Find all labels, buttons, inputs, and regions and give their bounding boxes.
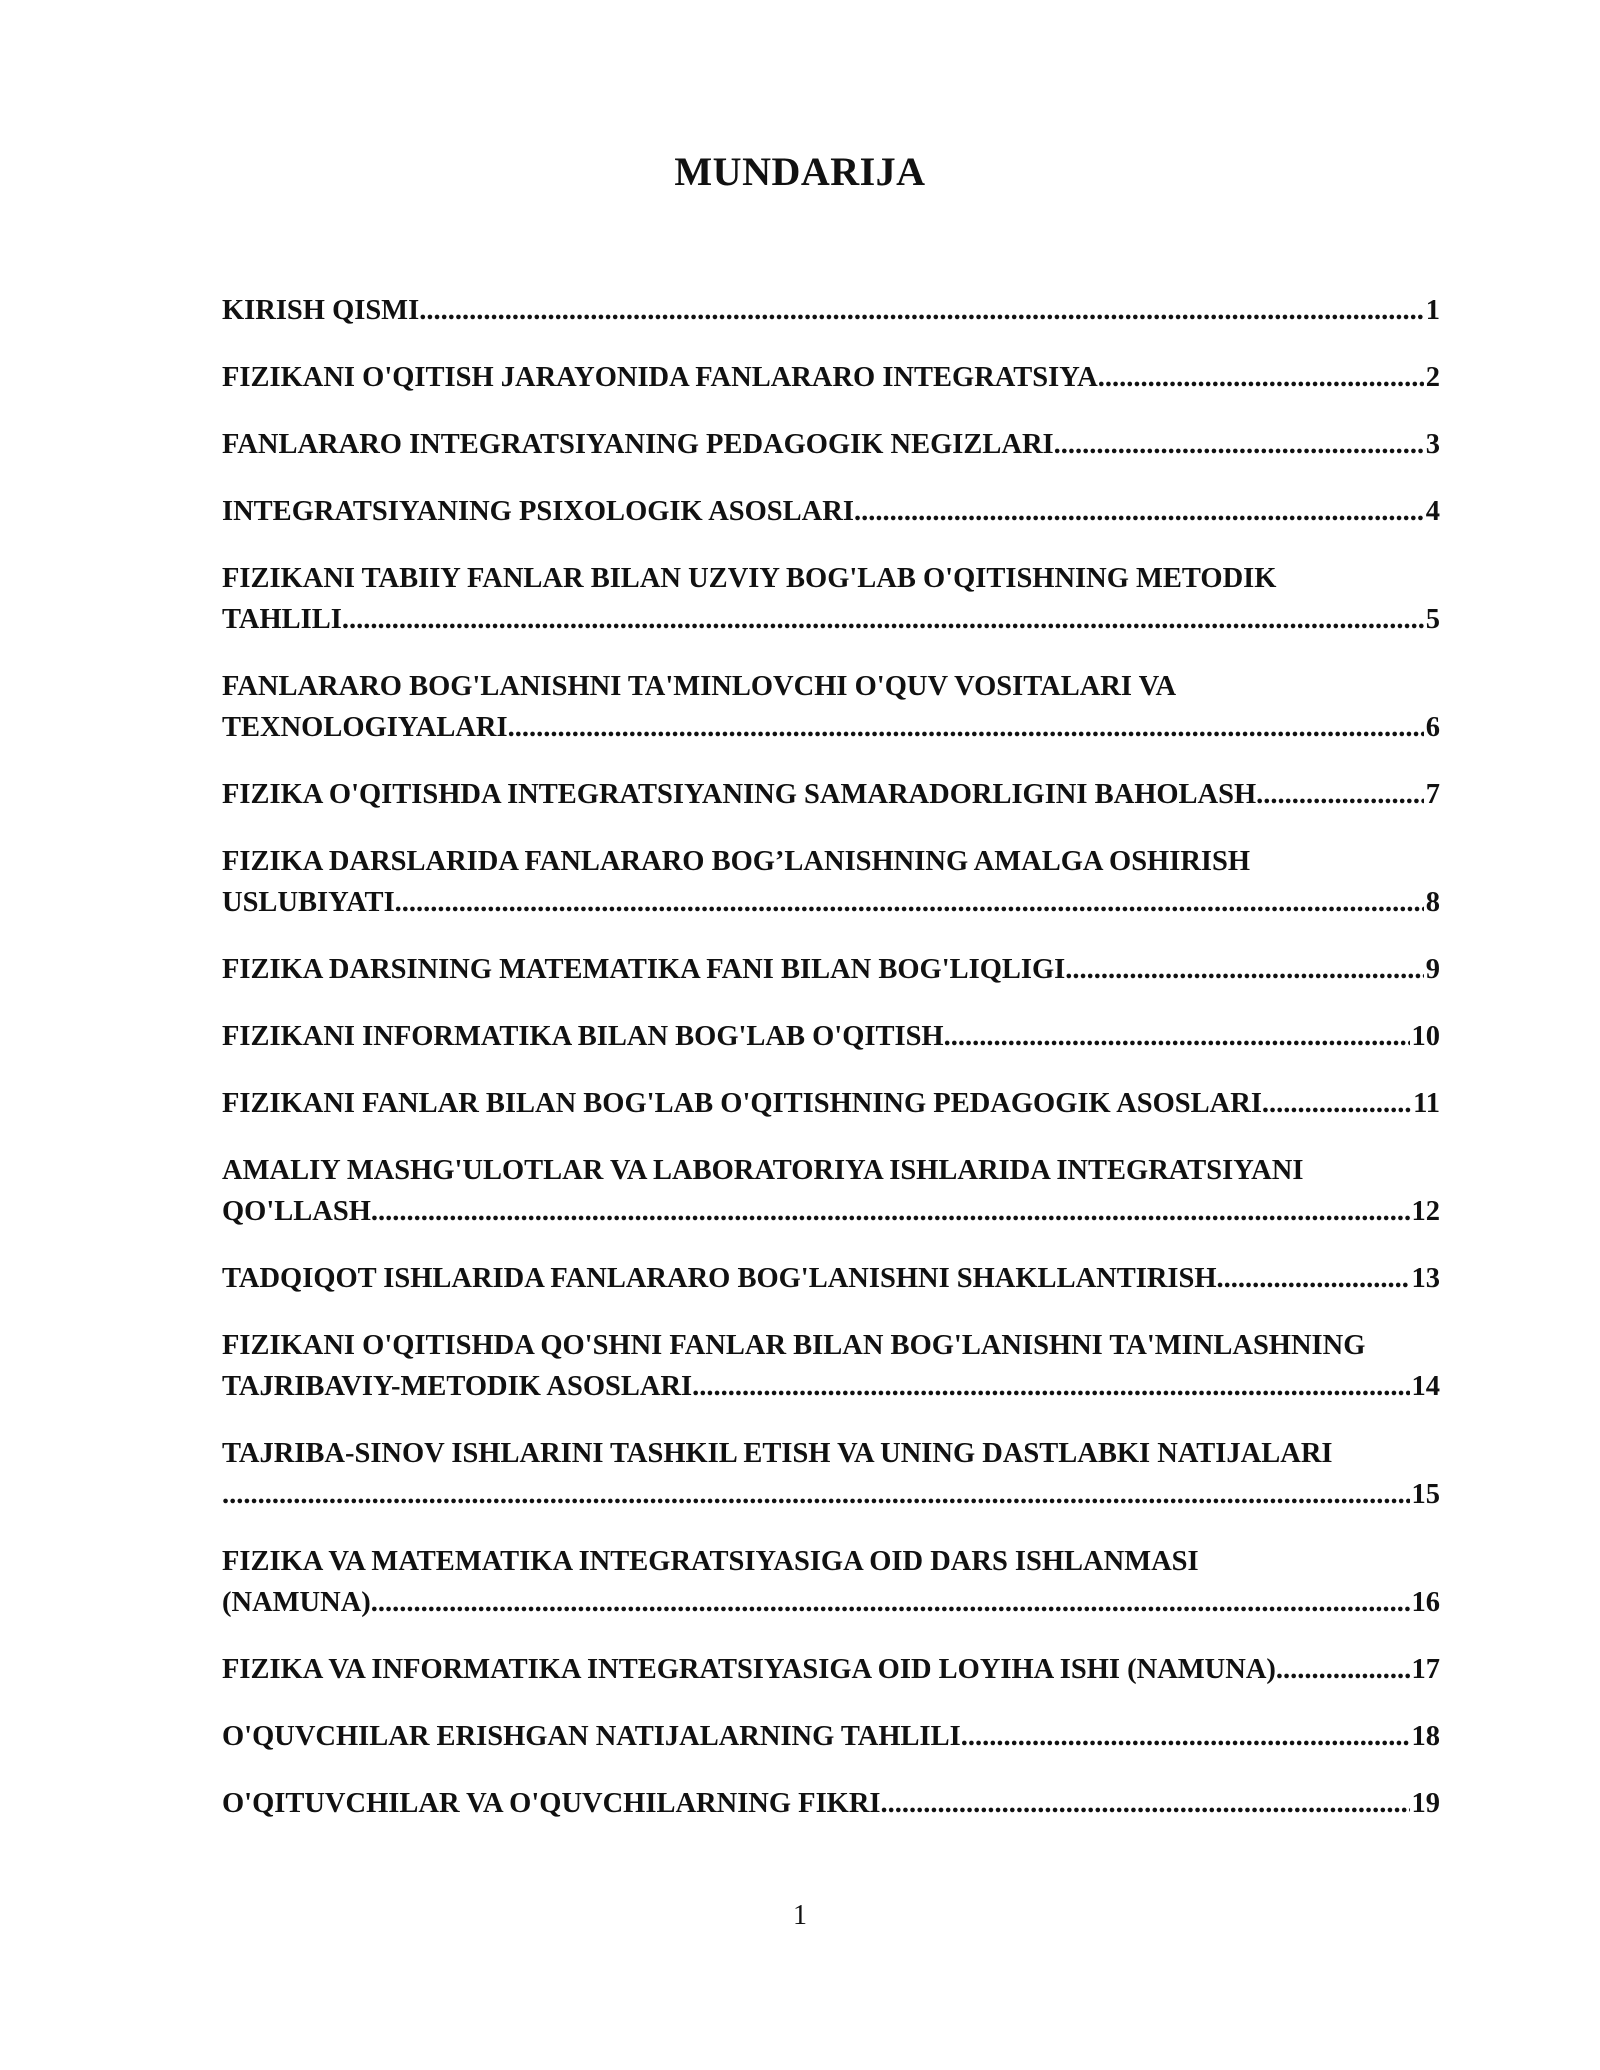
toc-entry-row (222, 1474, 1440, 1515)
toc-entry-row (222, 1582, 1440, 1623)
toc-entry[interactable] (222, 774, 1440, 815)
dot-leader (222, 1474, 1410, 1515)
toc-entry[interactable] (222, 949, 1440, 990)
toc-entry-row (222, 424, 1440, 465)
toc-entry[interactable] (222, 841, 1440, 923)
toc-entry-title: KIRISH QISMI (222, 295, 420, 326)
toc-entry-title: O'QUVCHILAR ERISHGAN NATIJALARNING TAHLILI (222, 1721, 961, 1752)
toc-entry[interactable] (222, 424, 1440, 465)
toc-entry-page: 15 (1411, 1479, 1440, 1510)
toc-entry-title: FIZIKA DARSINING MATEMATIKA FANI BILAN BOG'LIQLIGI (222, 954, 1066, 985)
toc-entry-title: INTEGRATSIYANING PSIXOLOGIK ASOSLARI (222, 496, 854, 527)
toc-entry-page: 16 (1411, 1587, 1440, 1618)
toc-entry-page: 4 (1425, 496, 1440, 527)
toc-entry[interactable] (222, 491, 1440, 532)
toc-entry-title: QO'LLASH (222, 1196, 371, 1227)
toc-entry[interactable] (222, 1649, 1440, 1690)
toc-entry-row (222, 774, 1440, 815)
dot-leader (961, 1716, 1410, 1757)
page-title: MUNDARIJA (674, 149, 926, 194)
toc-entry[interactable] (222, 357, 1440, 398)
toc-entry-title: FIZIKANI O'QITISH JARAYONIDA FANLARARO INTEGRATSIYA (222, 362, 1098, 393)
toc-entry-page: 2 (1425, 362, 1440, 393)
dot-leader (1256, 774, 1424, 815)
toc-entry-title: FIZIKA O'QITISHDA INTEGRATSIYANING SAMARADORLIGINI BAHOLASH (222, 779, 1257, 810)
toc-entry-title: O'QITUVCHILAR VA O'QUVCHILARNING FIKRI (222, 1788, 881, 1819)
toc-entry-page: 14 (1411, 1371, 1440, 1402)
toc-entry-title-line1: TAJRIBA-SINOV ISHLARINI TASHKIL ETISH VA UNING DASTLABKI NATIJALARI (222, 1438, 1333, 1469)
toc-entry-row (222, 1083, 1440, 1124)
toc-entry-title: (NAMUNA) (222, 1587, 371, 1618)
dot-leader (1262, 1083, 1411, 1124)
dot-leader (1054, 424, 1424, 465)
toc-entry-row (222, 1191, 1440, 1232)
toc-entry-title: FANLARARO INTEGRATSIYANING PEDAGOGIK NEGIZLARI (222, 429, 1054, 460)
toc-entry-row (222, 949, 1440, 990)
toc-entry[interactable] (222, 1541, 1440, 1623)
toc-entry-row (222, 1783, 1440, 1824)
toc-entry-title: USLUBIYATI (222, 887, 395, 918)
toc-entry-page: 6 (1425, 712, 1440, 743)
dot-leader (692, 1366, 1409, 1407)
toc-entry-title: TEXNOLOGIYALARI (222, 712, 508, 743)
toc-entry-title-line1: AMALIY MASHG'ULOTLAR VA LABORATORIYA ISHLARIDA INTEGRATSIYANI (222, 1155, 1304, 1186)
toc-entry-row (222, 357, 1440, 398)
toc-entry[interactable] (222, 1083, 1440, 1124)
toc-entry-title: TAHLILI (222, 604, 342, 635)
toc-entry-page: 10 (1411, 1021, 1440, 1052)
dot-leader (1217, 1258, 1410, 1299)
dot-leader (1098, 357, 1424, 398)
dot-leader (342, 599, 1424, 640)
toc-entry-page: 9 (1425, 954, 1440, 985)
toc-entry-row (222, 491, 1440, 532)
toc-entry-row (222, 290, 1440, 331)
toc-entry-title-line1: FIZIKANI O'QITISHDA QO'SHNI FANLAR BILAN BOG'LANISHNI TA'MINLASHNING (222, 1330, 1366, 1361)
toc-entry-title: FIZIKANI FANLAR BILAN BOG'LAB O'QITISHNING PEDAGOGIK ASOSLARI (222, 1088, 1262, 1119)
toc-entry-title-line1: FIZIKA DARSLARIDA FANLARARO BOG’LANISHNING AMALGA OSHIRISH (222, 846, 1251, 877)
toc-entry-page: 17 (1411, 1654, 1440, 1685)
toc-entry-title-line1: FIZIKANI TABIIY FANLAR BILAN UZVIY BOG'LAB O'QITISHNING METODIK (222, 563, 1277, 594)
toc-entry-row (222, 1649, 1440, 1690)
toc-entry[interactable] (222, 1433, 1440, 1515)
toc-entry[interactable] (222, 1325, 1440, 1407)
toc-entry-title: FIZIKA VA INFORMATIKA INTEGRATSIYASIGA OID LOYIHA ISHI (NAMUNA). (222, 1654, 1284, 1685)
toc-entry-row (222, 882, 1440, 923)
toc-entry-page: 18 (1411, 1721, 1440, 1752)
toc-entry[interactable] (222, 290, 1440, 331)
dot-leader (419, 290, 1424, 331)
toc-entry-title-line1: FANLARARO BOG'LANISHNI TA'MINLOVCHI O'QUV VOSITALARI VA (222, 671, 1177, 702)
toc-entry-row (222, 1716, 1440, 1757)
toc-entry-page: 1 (1425, 295, 1440, 326)
toc-entry-page: 3 (1425, 429, 1440, 460)
toc-entry-row (222, 1366, 1440, 1407)
toc-entry-page: 19 (1411, 1788, 1440, 1819)
toc-entry[interactable] (222, 1783, 1440, 1824)
toc-entry[interactable] (222, 558, 1440, 640)
toc-entry[interactable] (222, 1150, 1440, 1232)
dot-leader (395, 882, 1424, 923)
dot-leader (854, 491, 1424, 532)
dot-leader (1065, 949, 1423, 990)
toc-entry-page: 11 (1413, 1088, 1440, 1119)
toc-entry-page: 8 (1425, 887, 1440, 918)
toc-entry-page: 5 (1425, 604, 1440, 635)
toc-entry[interactable] (222, 1016, 1440, 1057)
dot-leader (371, 1582, 1410, 1623)
toc-entry-title: TAJRIBAVIY-METODIK ASOSLARI (222, 1371, 693, 1402)
toc-entry-row (222, 1016, 1440, 1057)
toc-entry[interactable] (222, 1258, 1440, 1299)
page-number: 1 (793, 1900, 807, 1931)
toc-entry-page: 13 (1411, 1263, 1440, 1294)
toc-entry-title: FIZIKANI INFORMATIKA BILAN BOG'LAB O'QITISH (222, 1021, 944, 1052)
toc-entry-row (222, 1258, 1440, 1299)
toc-entry-title-line1: FIZIKA VA MATEMATIKA INTEGRATSIYASIGA OID DARS ISHLANMASI (222, 1546, 1199, 1577)
toc-entry-title: TADQIQOT ISHLARIDA FANLARARO BOG'LANISHNI SHAKLLANTIRISH (222, 1263, 1217, 1294)
toc-entry-row (222, 707, 1440, 748)
dot-leader (881, 1783, 1410, 1824)
toc-entry-page: 12 (1411, 1196, 1440, 1227)
dot-leader (944, 1016, 1410, 1057)
dot-leader (1283, 1649, 1409, 1690)
dot-leader (371, 1191, 1410, 1232)
toc-entry[interactable] (222, 666, 1440, 748)
table-of-contents (222, 290, 1440, 1850)
dot-leader (508, 707, 1424, 748)
toc-entry-row (222, 599, 1440, 640)
toc-entry-page: 7 (1425, 779, 1440, 810)
toc-entry[interactable] (222, 1716, 1440, 1757)
